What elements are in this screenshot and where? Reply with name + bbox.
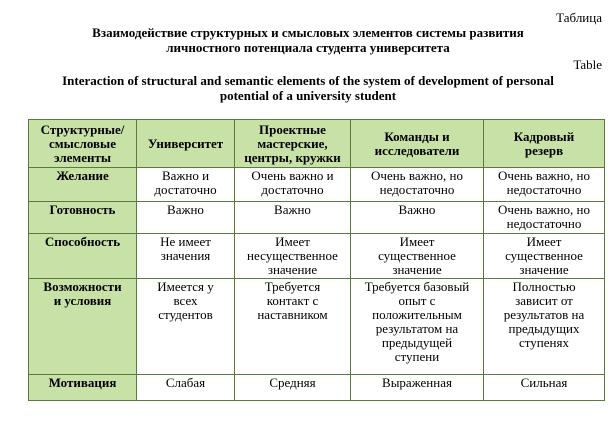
data-table [28,119,605,401]
column-header [29,120,137,168]
cell-text-line: Выраженная [382,375,452,390]
table-cell [235,168,351,202]
table-title-en-line: potential of a university student [219,88,397,103]
cell-text-line: Требуется [264,279,321,294]
table-label-ru: Таблица [556,10,602,25]
table-cell [484,375,605,401]
cell-text-line: Очень важно, но [371,168,463,183]
cell-text-line: Имеет [526,234,562,249]
table-row [29,234,605,279]
table-title-ru [0,25,616,55]
table-cell [484,202,605,234]
table-label-en: Table [573,57,602,72]
cell-text-line: Полностью [512,279,576,294]
cell-text-line: Структурные/ [40,121,125,137]
row-header [29,279,137,375]
column-header [137,120,235,168]
table-title-ru-line: личностного потенциала студента университета [166,40,450,55]
column-header [235,120,351,168]
table-cell [351,202,484,234]
table-cell [351,168,484,202]
row-header [29,202,137,234]
cell-text-line: Желание [56,168,109,183]
cell-text-line: центры, кружки [244,149,341,165]
cell-text-line: ступенях [519,335,569,350]
table-cell [137,375,235,401]
table-cell [484,168,605,202]
cell-text-line: Способность [44,234,121,249]
table-cell [351,279,484,375]
row-header [29,234,137,279]
table-cell [351,375,484,401]
table-cell [137,234,235,279]
cell-text-line: смысловые [49,135,116,151]
cell-text-line: значение [519,262,569,277]
column-header [484,120,605,168]
cell-text-line: существенное [505,248,583,263]
table-title-en-line: Interaction of structural and semantic elements of the system of development of personal [62,73,554,88]
table-cell [484,234,605,279]
table-cell [351,234,484,279]
row-header [29,168,137,202]
column-header [351,120,484,168]
table-title-ru-line: Взаимодействие структурных и смысловых элементов системы развития [92,25,524,40]
cell-text-line: зависит от [515,293,573,308]
cell-text-line: Кадровый [513,128,575,144]
cell-text-line: существенное [378,248,456,263]
cell-text-line: Команды и [384,128,450,144]
cell-text-line: Имеет [399,234,435,249]
cell-text-line: исследователи [374,142,460,158]
row-header [29,375,137,401]
table-cell [137,279,235,375]
cell-text-line: мастерские, [257,135,328,151]
table-cell [484,279,605,375]
cell-text-line: Возможности [43,279,122,294]
cell-text-line: несущественное [247,248,338,263]
cell-text-line: достаточно [261,182,324,197]
table-cell [235,279,351,375]
cell-text-line: значение [392,262,442,277]
cell-text-line: всех [173,293,198,308]
cell-text-line: элементы [53,149,112,165]
cell-text-line: предыдущей [381,335,453,350]
cell-text-line: недостаточно [506,182,582,197]
cell-text-line: положительным [372,307,462,322]
cell-text-line: Имеет [275,234,310,249]
cell-text-line: результатом на [375,321,459,336]
cell-text-line: Не имеет [160,234,211,249]
cell-text-line: Средняя [269,375,316,390]
cell-text-line: Проектные [259,121,326,137]
cell-text-line: опыт с [398,293,436,308]
cell-text-line: Слабая [165,375,206,390]
table-body [29,168,605,401]
cell-text-line: и условия [53,293,112,308]
cell-text-line: Важно и [161,168,210,183]
cell-text-line: Важно [167,202,204,217]
cell-text-line: Очень важно, но [498,168,590,183]
cell-text-line: Университет [147,135,224,151]
cell-text-line: результатов на [503,307,585,322]
cell-text-line: Очень важно, но [498,202,590,217]
cell-text-line: Очень важно и [251,168,334,183]
cell-text-line: предыдущих [508,321,580,336]
table-row [29,279,605,375]
cell-text-line: значения [160,248,211,263]
cell-text-line: наставником [257,307,328,322]
table-title-en [0,73,616,103]
table-cell [235,202,351,234]
cell-text-line: недостаточно [379,182,455,197]
cell-text-line: Требуется базовый [364,279,470,294]
cell-text-line: недостаточно [506,216,582,231]
cell-text-line: студентов [158,307,213,322]
table-cell [235,234,351,279]
cell-text-line: контакт с [266,293,319,308]
cell-text-line: резерв [524,142,564,158]
cell-text-line: ступени [394,349,440,364]
table-row [29,202,605,234]
table-cell [235,375,351,401]
table-row [29,168,605,202]
table-cell [137,168,235,202]
cell-text-line: Важно [398,202,436,217]
table-row [29,375,605,401]
cell-text-line: Готовность [49,202,116,217]
cell-text-line: значение [267,262,318,277]
table-header-row [29,120,605,168]
cell-text-line: Сильная [520,375,568,390]
cell-text-line: Имеется у [157,279,214,294]
cell-text-line: Важно [274,202,311,217]
cell-text-line: Мотивация [48,375,117,390]
cell-text-line: достаточно [154,182,217,197]
table-cell [137,202,235,234]
